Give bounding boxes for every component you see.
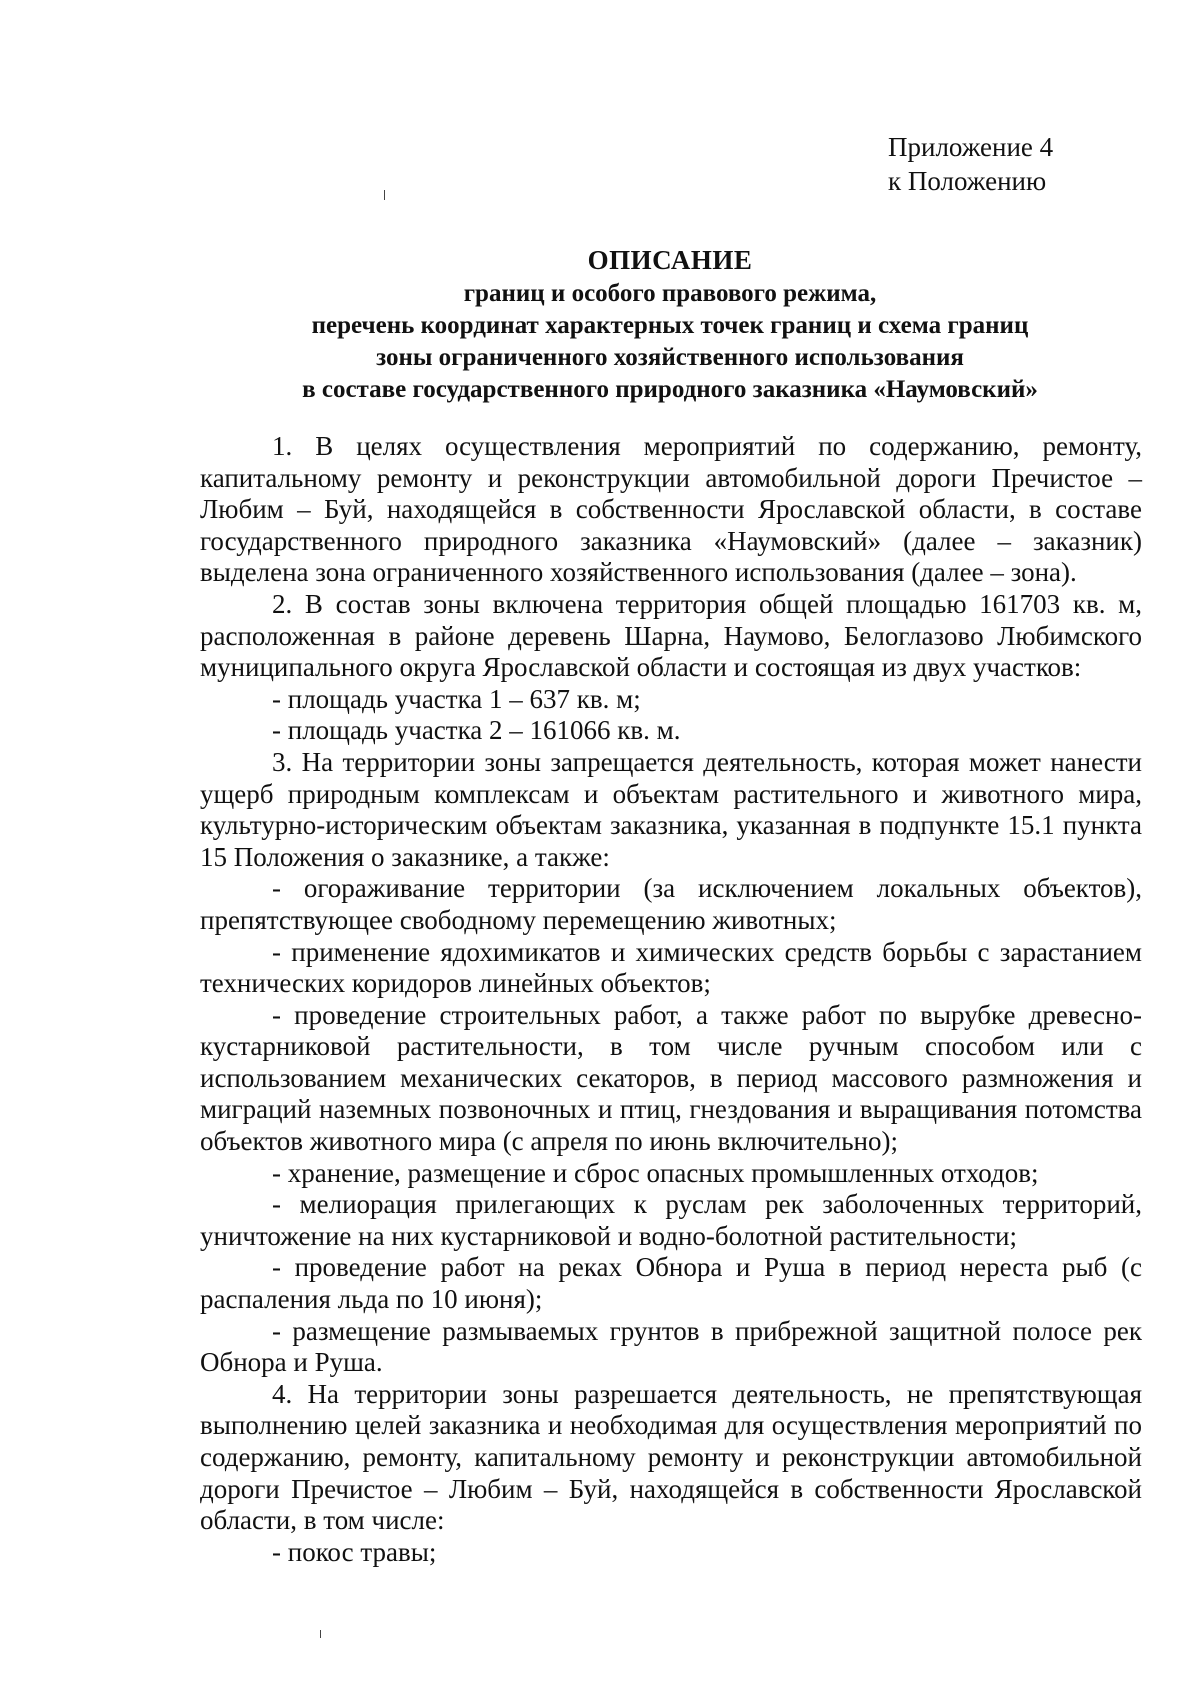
paragraph-1: 1. В целях осуществления мероприятий по содержанию, ремонту, капитальному ремонту и реконструкции автомобильной дороги Пречистое – Любим – Буй, находящейся в собственности Ярославской области, в составе государственного природного заказника «Наумовский» (далее – заказник) выделена зона ограниченного хозяйственного использования (далее – зона). <box>200 431 1142 588</box>
list-item-plot-2-area: - площадь участка 2 – 161066 кв. м. <box>272 715 681 746</box>
paragraph-4: 4. На территории зоны разрешается деятельность, не препятствующая выполнению целей заказника и необходимая для осуществления мероприятий по содержанию, ремонту, капитальному ремонту и реконструкции автомобильной дороги Пречистое – Любим – Буй, находящейся в собственности Ярославской области, в том числе: <box>200 1378 1142 1536</box>
title-line-3: зоны ограниченного хозяйственного использования <box>376 344 964 371</box>
list-item-mowing: - покос травы; <box>272 1536 437 1567</box>
list-item-fencing: - огораживание территории (за исключением локальных объектов), препятствующее свободному перемещению животных; <box>200 873 1142 935</box>
document-title-block <box>230 242 1110 406</box>
scan-speck <box>320 1630 321 1638</box>
document-title: ОПИСАНИЕ <box>587 245 753 275</box>
document-body <box>200 431 1142 1568</box>
list-item-river-works: - проведение работ на реках Обнора и Руша в период нереста рыб (с распаления льда по 10 июня); <box>200 1252 1142 1315</box>
title-line-4: в составе государственного природного заказника «Наумовский» <box>302 376 1038 403</box>
scan-speck <box>384 190 385 200</box>
list-item-construction: - проведение строительных работ, а также работ по вырубке древесно-кустарниковой растительности, в том числе ручным способом или с использованием механических секаторов, в период массового размножения и миграций наземных позвоночных и птиц, гнездования и выращивания потомства объектов животного мира (с апреля по июнь включительно); <box>200 999 1142 1157</box>
paragraph-2: 2. В состав зоны включена территория общей площадью 161703 кв. м, расположенная в районе деревень Шарна, Наумово, Белоглазово Любимского муниципального округа Ярославской области и состоящая из двух участков: <box>200 588 1142 683</box>
title-line-1: границ и особого правового режима, <box>463 280 877 307</box>
list-item-pesticides: - применение ядохимикатов и химических средств борьбы с зарастанием технических коридоров линейных объектов; <box>200 936 1142 999</box>
appendix-target: к Положению <box>888 166 1047 196</box>
appendix-reference <box>888 130 1053 198</box>
list-item-plot-1-area: - площадь участка 1 – 637 кв. м; <box>272 683 641 714</box>
list-item-melioration: - мелиорация прилегающих к руслам рек заболоченных территорий, уничтожение на них кустарниковой и водно-болотной растительности; <box>200 1189 1142 1251</box>
list-item-waste: - хранение, размещение и сброс опасных промышленных отходов; <box>272 1157 1039 1188</box>
appendix-number: Приложение 4 <box>888 132 1054 162</box>
title-line-2: перечень координат характерных точек границ и схема границ <box>311 312 1029 339</box>
list-item-soil-placement: - размещение размываемых грунтов в прибрежной защитной полосе рек Обнора и Руша. <box>200 1315 1142 1378</box>
paragraph-3: 3. На территории зоны запрещается деятельность, которая может нанести ущерб природным комплексам и объектам растительного и животного мира, культурно-историческим объектам заказника, указанная в подпункте 15.1 пункта 15 Положения о заказнике, а также: <box>200 746 1142 872</box>
